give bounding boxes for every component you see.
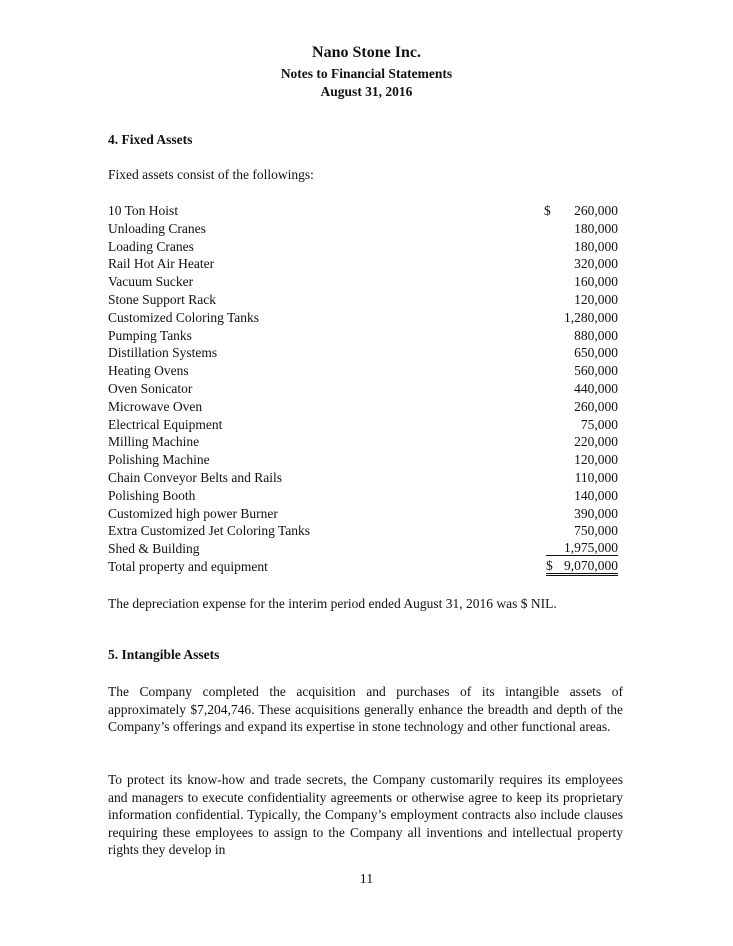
asset-label: Vacuum Sucker xyxy=(108,274,194,290)
asset-amount: 110,000 xyxy=(574,469,618,485)
table-row xyxy=(108,451,618,469)
asset-label: Shed & Building xyxy=(108,541,200,557)
table-row xyxy=(108,469,618,487)
total-row xyxy=(108,558,618,576)
asset-label: Distillation Systems xyxy=(108,345,218,361)
fixed-assets-intro: Fixed assets consist of the followings: xyxy=(108,167,314,182)
depreciation-note: The depreciation expense for the interim period ended August 31, 2016 was $ NIL. xyxy=(108,596,557,611)
asset-amount: 180,000 xyxy=(574,238,618,254)
table-row xyxy=(108,202,618,220)
currency-symbol: $ xyxy=(544,203,551,218)
table-row xyxy=(108,416,618,434)
asset-label: Milling Machine xyxy=(108,434,200,450)
table-row xyxy=(108,238,618,256)
table-row xyxy=(108,522,618,540)
asset-amount: 1,280,000 xyxy=(564,309,618,325)
asset-label: Heating Ovens xyxy=(108,363,189,379)
asset-label: Stone Support Rack xyxy=(108,291,216,307)
asset-label: Microwave Oven xyxy=(108,398,203,414)
intangible-paragraph-2: To protect its know-how and trade secrets, the Company customarily requires its employees and managers to execute confidentiality agreements or otherwise agree to keep its proprietary information confidential. Typically, the Company’s employment contracts also include clauses requiring these employees to assign to the Company all inventions and intellectual property rights they develop in xyxy=(108,772,623,857)
asset-label: Oven Sonicator xyxy=(108,380,193,396)
asset-label: Electrical Equipment xyxy=(108,416,223,432)
asset-label: Pumping Tanks xyxy=(108,327,192,343)
asset-amount: 120,000 xyxy=(574,291,618,307)
asset-amount: 320,000 xyxy=(574,256,618,272)
asset-amount: 140,000 xyxy=(574,487,618,503)
asset-label: Unloading Cranes xyxy=(108,220,206,236)
table-row xyxy=(108,327,618,345)
asset-label: Customized Coloring Tanks xyxy=(108,309,260,325)
asset-amount: 650,000 xyxy=(574,345,618,361)
table-row xyxy=(108,540,618,558)
section-heading-fixed-assets: 4. Fixed Assets xyxy=(108,132,193,147)
asset-label: Polishing Booth xyxy=(108,487,196,503)
document-date: August 31, 2016 xyxy=(320,84,413,99)
table-row xyxy=(108,380,618,398)
currency-symbol: $ xyxy=(546,557,553,573)
intangible-paragraph-1: The Company completed the acquisition and purchases of its intangible assets of approximately $7,204,746. These acquisitions generally enhance the breadth and depth of the Company’s offerings and expand its expertise in stone technology and other functional areas. xyxy=(108,684,623,734)
table-row xyxy=(108,398,618,416)
total-label: Total property and equipment xyxy=(108,558,268,574)
table-row xyxy=(108,487,618,505)
asset-label: Extra Customized Jet Coloring Tanks xyxy=(108,523,311,539)
asset-amount: 160,000 xyxy=(574,274,618,290)
asset-amount: 1,975,000 xyxy=(546,540,618,556)
asset-amount: 750,000 xyxy=(574,523,618,539)
asset-amount: 390,000 xyxy=(574,505,618,521)
section-heading-intangible-assets: 5. Intangible Assets xyxy=(108,647,220,662)
asset-amount: 220,000 xyxy=(574,434,618,450)
asset-amount: 120,000 xyxy=(574,452,618,468)
table-row xyxy=(108,344,618,362)
asset-amount: 880,000 xyxy=(574,327,618,343)
company-name: Nano Stone Inc. xyxy=(312,44,421,61)
fixed-assets-table xyxy=(108,202,618,576)
table-row xyxy=(108,255,618,273)
asset-amount: 440,000 xyxy=(574,380,618,396)
table-row xyxy=(108,291,618,309)
asset-amount: 75,000 xyxy=(580,416,618,432)
asset-amount: 180,000 xyxy=(574,220,618,236)
table-row xyxy=(108,433,618,451)
page-number: 11 xyxy=(359,872,374,887)
table-row xyxy=(108,220,618,238)
asset-label: Chain Conveyor Belts and Rails xyxy=(108,469,282,485)
asset-amount: 260,000 xyxy=(574,203,618,218)
document-title: Notes to Financial Statements xyxy=(280,66,453,81)
asset-label: Customized high power Burner xyxy=(108,505,278,521)
table-row xyxy=(108,362,618,380)
asset-amount: 560,000 xyxy=(574,363,618,379)
table-row xyxy=(108,309,618,327)
asset-label: 10 Ton Hoist xyxy=(108,203,179,218)
asset-label: Rail Hot Air Heater xyxy=(108,256,215,272)
asset-label: Loading Cranes xyxy=(108,238,194,254)
total-value: 9,070,000 xyxy=(564,557,618,573)
asset-label: Polishing Machine xyxy=(108,452,210,468)
table-row xyxy=(108,273,618,291)
total-amount xyxy=(546,558,618,576)
table-row xyxy=(108,505,618,523)
asset-amount: 260,000 xyxy=(574,398,618,414)
